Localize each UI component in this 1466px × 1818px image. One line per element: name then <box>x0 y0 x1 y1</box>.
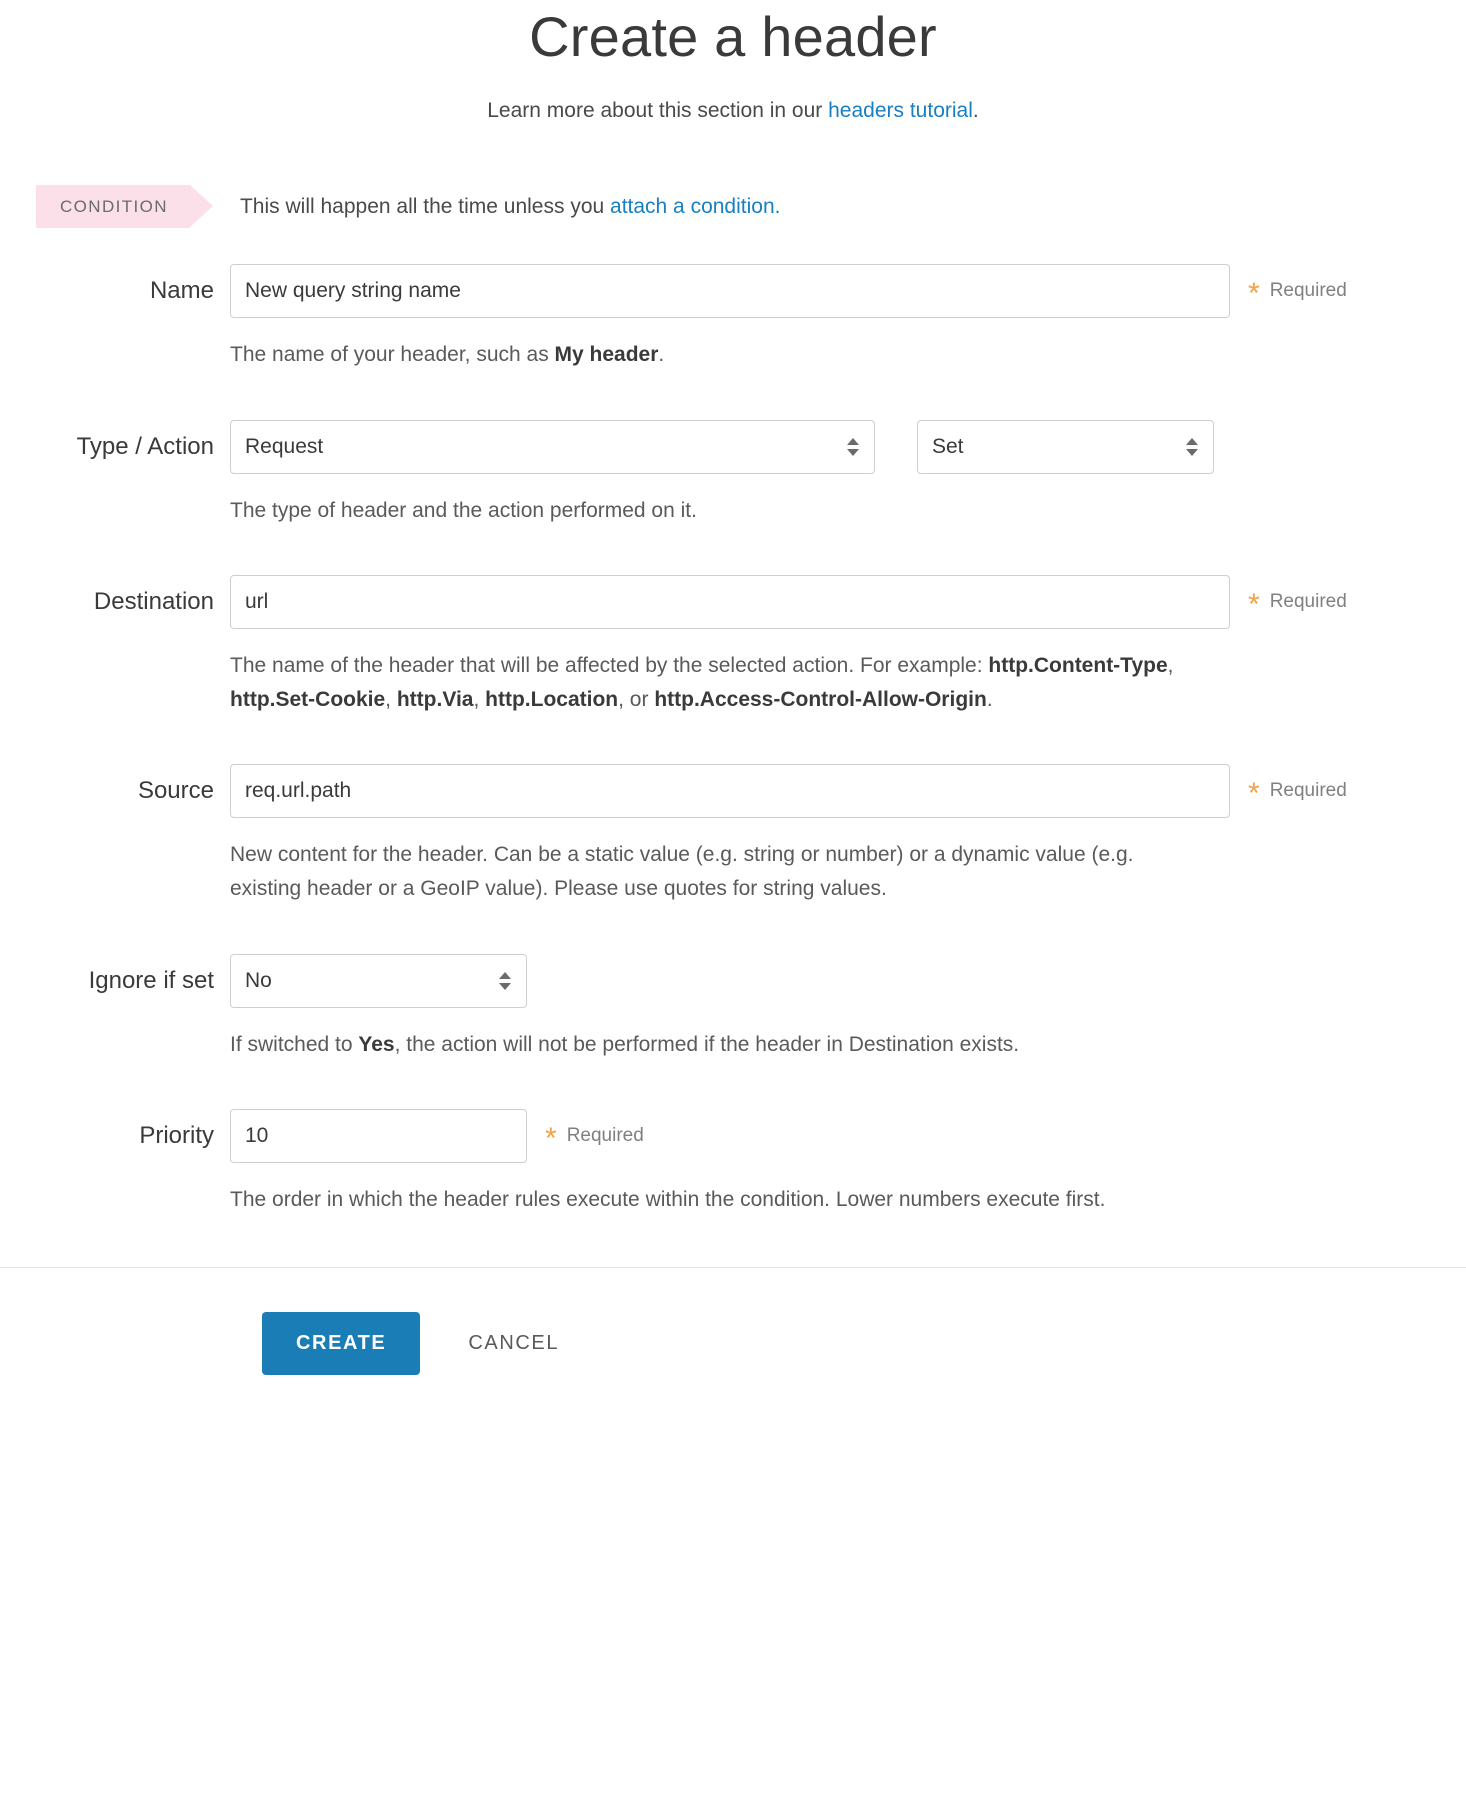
destination-input[interactable] <box>230 575 1230 629</box>
field-ignore-if-set <box>0 954 1466 1062</box>
field-type-action <box>0 420 1466 528</box>
destination-required <box>1248 587 1347 622</box>
header-form <box>0 264 1466 1217</box>
name-helper-2: . <box>658 343 665 366</box>
condition-row <box>0 185 1466 228</box>
destination-helper <box>230 649 1210 716</box>
priority-label: Priority <box>139 1122 214 1150</box>
required-star-icon: * <box>545 1122 557 1156</box>
name-helper-1: The name of your header, such as <box>230 343 555 366</box>
ignore-if-set-label: Ignore if set <box>88 966 214 994</box>
destination-code-2: http.Set-Cookie <box>230 687 386 711</box>
priority-helper: The order in which the header rules execute within the condition. Lower numbers execute first. <box>230 1188 1106 1212</box>
type-action-label: Type / Action <box>76 432 214 460</box>
destination-helper-1: The name of the header that will be affected by the selected action. For example: <box>230 654 989 678</box>
destination-sep-4: , or <box>618 687 655 711</box>
destination-helper-end: . <box>986 687 993 711</box>
ignore-helper-2: , the action will not be performed if the header in Destination exists. <box>394 1032 1020 1056</box>
required-star-icon: * <box>1248 777 1260 811</box>
type-select-wrap <box>230 420 875 474</box>
subtitle-prefix: Learn more about this section in our <box>487 99 829 122</box>
required-text: Required <box>1269 780 1347 802</box>
destination-code-1: http.Content-Type <box>988 654 1168 678</box>
field-destination <box>0 575 1466 716</box>
condition-text-prefix: This will happen all the time unless you <box>239 194 611 218</box>
action-select-wrap <box>917 420 1214 474</box>
type-select[interactable] <box>230 420 875 474</box>
destination-label: Destination <box>93 588 214 616</box>
condition-badge: CONDITION <box>36 185 190 228</box>
ignore-if-set-select-wrap <box>230 954 527 1008</box>
field-name <box>0 264 1466 372</box>
cancel-button[interactable]: CANCEL <box>462 1331 565 1356</box>
ignore-helper-1: If switched to <box>230 1032 359 1056</box>
name-label: Name <box>149 277 214 304</box>
form-footer <box>0 1268 1466 1415</box>
destination-code-4: http.Location <box>485 687 619 711</box>
source-helper: New content for the header. Can be a static value (e.g. string or number) or a dynamic value (e.g. existing header or a GeoIP value). Please use quotes for string values. <box>230 843 1134 900</box>
page-title: Create a header <box>529 5 937 68</box>
page-subtitle <box>0 99 1466 123</box>
destination-code-5: http.Access-Control-Allow-Origin <box>654 687 987 711</box>
name-helper <box>230 338 1210 372</box>
required-text: Required <box>1269 280 1347 301</box>
field-source <box>0 764 1466 905</box>
source-required <box>1248 776 1347 811</box>
create-button[interactable]: CREATE <box>262 1312 420 1375</box>
headers-tutorial-link[interactable]: headers tutorial <box>828 99 973 122</box>
ignore-helper-strong: Yes <box>358 1032 395 1056</box>
action-select[interactable] <box>917 420 1214 474</box>
field-priority <box>0 1109 1466 1217</box>
priority-input[interactable] <box>230 1109 527 1163</box>
destination-sep-2: , <box>385 687 397 711</box>
source-label: Source <box>137 777 214 805</box>
type-action-helper: The type of header and the action performed on it. <box>230 498 697 522</box>
subtitle-suffix: . <box>972 99 979 122</box>
attach-condition-link[interactable]: attach a condition. <box>610 194 781 218</box>
condition-text <box>240 195 780 219</box>
required-text: Required <box>566 1125 644 1147</box>
required-star-icon: * <box>1248 588 1260 622</box>
priority-required <box>545 1121 644 1156</box>
destination-sep-1: , <box>1167 654 1174 678</box>
name-helper-strong: My header <box>554 343 659 366</box>
required-text: Required <box>1269 591 1347 613</box>
source-input[interactable] <box>230 764 1230 818</box>
destination-sep-3: , <box>473 687 486 711</box>
ignore-if-set-select[interactable] <box>230 954 527 1008</box>
name-input[interactable] <box>230 264 1230 318</box>
destination-code-3: http.Via <box>396 687 474 711</box>
ignore-if-set-helper <box>230 1028 1210 1062</box>
required-star-icon: * <box>1248 277 1260 310</box>
name-required <box>1248 276 1347 310</box>
